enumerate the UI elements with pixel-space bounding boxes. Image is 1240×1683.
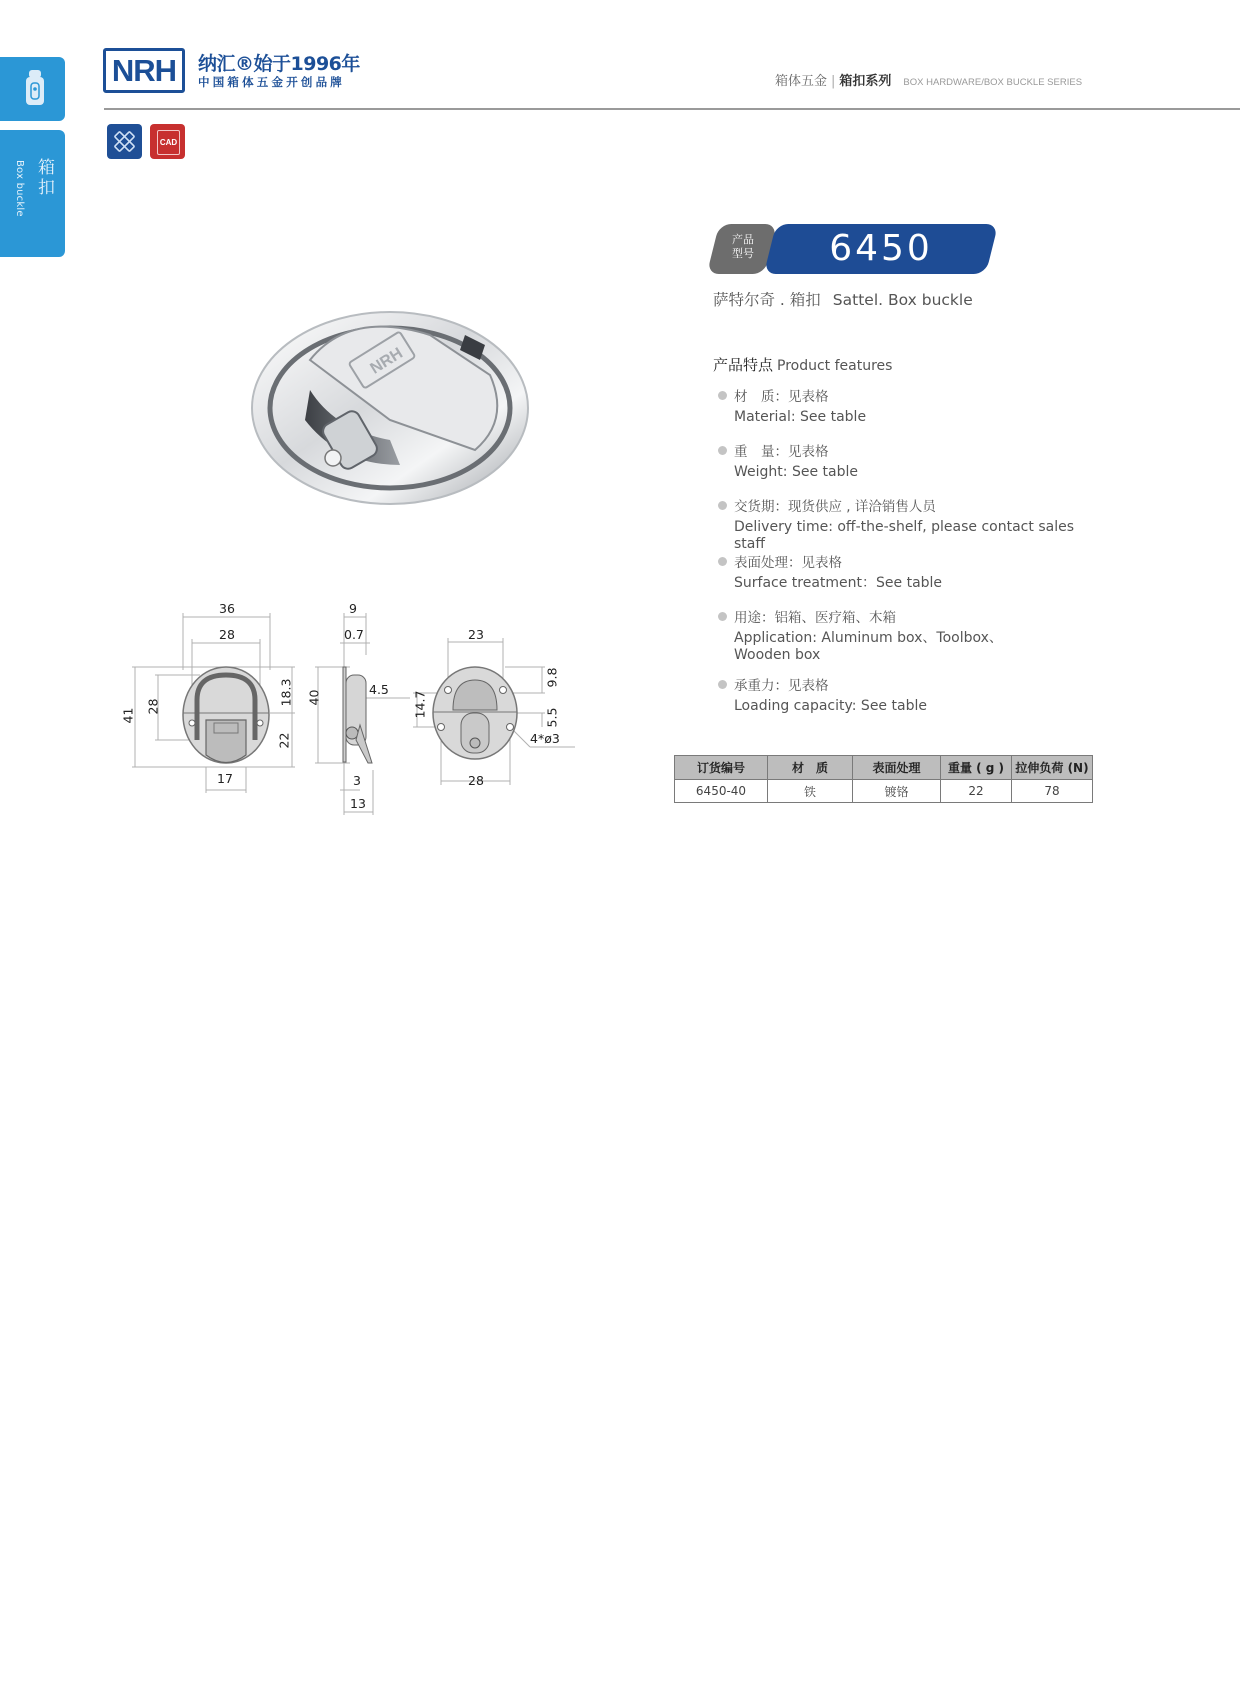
feature-en: Loading capacity: See table bbox=[734, 698, 927, 714]
dim-side-offset: 4.5 bbox=[369, 682, 389, 697]
col-surface: 表面处理 bbox=[853, 756, 941, 780]
dim-side-hinge: 3 bbox=[353, 773, 361, 788]
cell-weight: 22 bbox=[941, 780, 1012, 803]
product-name bbox=[713, 288, 973, 310]
feature-en: Surface treatment：See table bbox=[734, 575, 943, 591]
table-row bbox=[675, 780, 1093, 803]
model-label bbox=[723, 233, 763, 261]
cell-tensile-load: 78 bbox=[1012, 780, 1093, 803]
dim-front-width-inner: 28 bbox=[219, 627, 235, 642]
cad-file-icon: CAD bbox=[157, 130, 180, 155]
sidebar-tab-box-buckle[interactable] bbox=[0, 130, 65, 257]
features-heading bbox=[713, 354, 892, 375]
sidebar-tab-home[interactable] bbox=[0, 57, 65, 121]
dim-front-upper: 18.3 bbox=[278, 678, 294, 707]
features-heading-cn: 产品特点 bbox=[713, 356, 774, 374]
cell-order-number: 6450-40 bbox=[675, 780, 768, 803]
dim-side-depth: 9 bbox=[349, 601, 357, 616]
bullet-icon bbox=[718, 680, 727, 689]
spec-table bbox=[674, 755, 1093, 803]
sidebar-label-en: Box buckle bbox=[14, 160, 25, 217]
breadcrumb-series[interactable]: 箱扣系列 bbox=[839, 74, 892, 89]
dim-front-height-total: 41 bbox=[120, 707, 136, 724]
model-number: 6450 bbox=[829, 228, 933, 269]
dim-back-hole-spacing-top: 23 bbox=[468, 627, 484, 642]
design-button[interactable] bbox=[107, 124, 142, 159]
pencil-ruler-icon bbox=[111, 128, 138, 155]
breadcrumb-separator: | bbox=[831, 74, 836, 89]
bullet-icon bbox=[718, 612, 727, 621]
brand-tagline: 中国箱体五金开创品牌 bbox=[198, 75, 345, 89]
header-divider bbox=[104, 108, 1240, 110]
dim-front-lower: 22 bbox=[276, 732, 292, 749]
dim-side-total-depth: 13 bbox=[350, 796, 366, 811]
side-view-drawing bbox=[310, 595, 420, 820]
product-name-cn: 萨特尔奇 . 箱扣 bbox=[713, 291, 821, 309]
feature-cn: 重 量：见表格 bbox=[734, 444, 829, 460]
bullet-icon bbox=[718, 501, 727, 510]
dim-front-width-outer: 36 bbox=[219, 601, 235, 616]
model-label-line1: 产品 bbox=[732, 233, 754, 246]
bullet-icon bbox=[718, 446, 727, 455]
feature-en: Weight: See table bbox=[734, 464, 858, 480]
feature-cn: 材 质：见表格 bbox=[734, 389, 829, 405]
col-material: 材 质 bbox=[768, 756, 853, 780]
features-heading-en: Product features bbox=[777, 358, 893, 374]
breadcrumb-category[interactable]: 箱体五金 bbox=[775, 74, 828, 89]
feature-cn: 表面处理：见表格 bbox=[734, 555, 842, 571]
product-name-en: Sattel. Box buckle bbox=[832, 291, 973, 309]
dim-front-bottom-width: 17 bbox=[217, 771, 233, 786]
table-header-row bbox=[675, 756, 1093, 780]
breadcrumb-series-en: BOX HARDWARE/BOX BUCKLE SERIES bbox=[903, 77, 1083, 88]
back-view-drawing bbox=[405, 595, 580, 800]
feature-en: Application: Aluminum box、Toolbox、Wooden box bbox=[734, 630, 1003, 663]
bullet-icon bbox=[718, 557, 727, 566]
model-label-line2: 型号 bbox=[732, 247, 754, 260]
feature-en: Material: See table bbox=[734, 409, 867, 425]
col-order-number: 订货编号 bbox=[675, 756, 768, 780]
dim-back-hole-vertical: 14.7 bbox=[412, 690, 428, 719]
dim-back-mid-offset: 5.5 bbox=[544, 707, 560, 728]
dim-back-top-offset: 9.8 bbox=[544, 667, 560, 688]
brand-logo: NRH bbox=[103, 48, 185, 93]
feature-cn: 交货期：现货供应 , 详洽销售人员 bbox=[734, 499, 936, 515]
dim-side-height: 40 bbox=[306, 689, 322, 706]
dim-back-holes: 4*ø3 bbox=[530, 731, 560, 746]
breadcrumb bbox=[775, 70, 1082, 89]
col-weight: 重量 ( g ) bbox=[941, 756, 1012, 780]
dim-back-hole-spacing-bottom: 28 bbox=[468, 773, 484, 788]
cell-surface: 镀铬 bbox=[853, 780, 941, 803]
dim-front-height-inner: 28 bbox=[145, 698, 161, 715]
cad-download-button[interactable] bbox=[150, 124, 185, 159]
svg-text:NRH: NRH bbox=[367, 344, 406, 378]
col-tensile-load: 拉伸负荷 (N) bbox=[1012, 756, 1093, 780]
dim-side-plate: 0.7 bbox=[344, 627, 364, 642]
cell-material: 铁 bbox=[768, 780, 853, 803]
feature-cn: 用途：铝箱、医疗箱、木箱 bbox=[734, 610, 896, 626]
bullet-icon bbox=[718, 391, 727, 400]
feature-cn: 承重力：见表格 bbox=[734, 678, 829, 694]
brand-slogan: 纳汇®始于1996年 bbox=[198, 53, 360, 75]
product-photo bbox=[240, 290, 550, 530]
buckle-icon bbox=[24, 69, 46, 109]
feature-en: Delivery time: off-the-shelf, please contact sales staff bbox=[734, 519, 1074, 552]
sidebar-label-cn: 箱扣 bbox=[38, 158, 55, 198]
